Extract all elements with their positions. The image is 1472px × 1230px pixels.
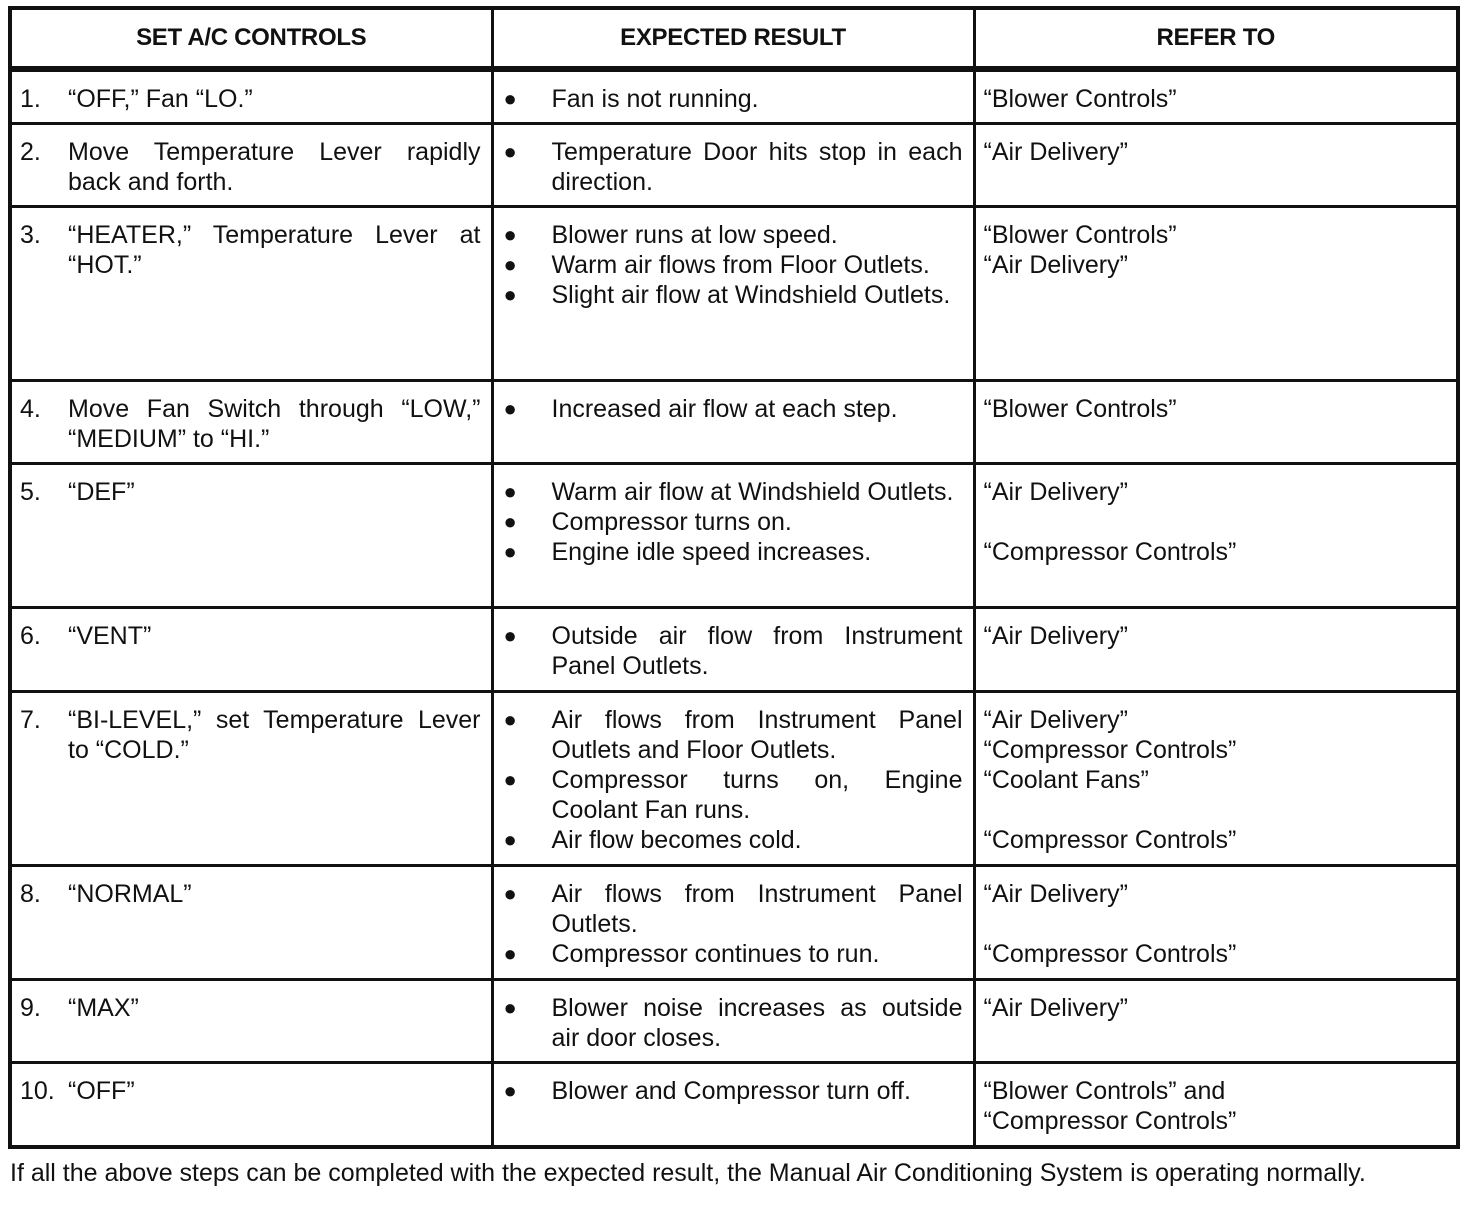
- control-cell: [10, 464, 492, 608]
- bullet-icon: ●: [503, 1078, 517, 1103]
- reference-link-text: “Compressor Controls”: [983, 940, 1237, 968]
- refer-to-cell: [974, 69, 1458, 124]
- bullet-icon: ●: [503, 282, 517, 307]
- result-item: [502, 220, 963, 250]
- reference-link-text: “Air Delivery”: [983, 622, 1128, 650]
- bullet-icon: ●: [503, 623, 517, 648]
- result-text: Increased air flow at each step.: [551, 395, 898, 423]
- result-item: [502, 280, 963, 310]
- result-cell: [492, 980, 974, 1063]
- table-row: [10, 381, 1458, 464]
- control-cell: [10, 207, 492, 381]
- control-setting: Move Fan Switch through “LOW,” “MEDIUM” to “HI.”: [68, 395, 481, 453]
- result-text: Blower runs at low speed.: [551, 221, 838, 249]
- bullet-icon: ●: [503, 222, 517, 247]
- bullet-icon: ●: [503, 707, 517, 732]
- table-row: [10, 207, 1458, 381]
- bullet-icon: ●: [503, 539, 517, 564]
- result-item: [502, 621, 963, 681]
- footnote: If all the above steps can be completed with the expected result, the Manual Air Conditioning System is operating normally.: [10, 1159, 1366, 1187]
- table-row: [10, 608, 1458, 692]
- reference-link-text: “Blower Controls”: [983, 221, 1177, 249]
- control-setting: “BI-LEVEL,” set Temperature Lever to “COLD.”: [68, 706, 481, 764]
- step-number: 6.: [20, 622, 41, 650]
- step-number: 10.: [20, 1077, 55, 1105]
- reference-link-text: “Air Delivery”: [983, 251, 1128, 279]
- refer-to-cell: [974, 608, 1458, 692]
- reference-link-text: “Air Delivery”: [983, 880, 1128, 908]
- bullet-icon: ●: [503, 479, 517, 504]
- result-text: Air flows from Instrument Panel Outlets and Floor Outlets.: [551, 706, 963, 764]
- reference-link-text: “Blower Controls”: [983, 395, 1177, 423]
- result-item: [502, 250, 963, 280]
- control-setting: “HEATER,” Temperature Lever at “HOT.”: [68, 221, 481, 279]
- refer-to-cell: [974, 207, 1458, 381]
- result-item: [502, 705, 963, 765]
- result-text: Outside air flow from Instrument Panel Outlets.: [551, 622, 963, 680]
- result-text: Warm air flows from Floor Outlets.: [551, 251, 930, 279]
- result-text: Compressor turns on.: [551, 508, 792, 536]
- control-cell: [10, 692, 492, 866]
- table-body: [10, 69, 1458, 1147]
- table-row: [10, 69, 1458, 124]
- bullet-icon: ●: [503, 767, 517, 792]
- bullet-icon: ●: [503, 941, 517, 966]
- result-item: [502, 137, 963, 197]
- result-text: Air flows from Instrument Panel Outlets.: [551, 880, 963, 938]
- result-item: [502, 1076, 963, 1106]
- step-number: 8.: [20, 880, 41, 908]
- refer-to-cell: [974, 124, 1458, 207]
- result-cell: [492, 124, 974, 207]
- table-row: [10, 980, 1458, 1063]
- table-row: [10, 692, 1458, 866]
- result-cell: [492, 866, 974, 980]
- bullet-icon: ●: [503, 139, 517, 164]
- result-item: [502, 939, 963, 969]
- result-cell: [492, 381, 974, 464]
- reference-link-text: “Compressor Controls”: [983, 538, 1237, 566]
- result-item: [502, 765, 963, 825]
- control-cell: [10, 381, 492, 464]
- control-setting: “DEF”: [68, 478, 135, 506]
- step-number: 7.: [20, 706, 41, 734]
- result-item: [502, 825, 963, 855]
- table-header-row: [10, 8, 1458, 69]
- result-text: Slight air flow at Windshield Outlets.: [551, 281, 951, 309]
- refer-to-cell: [974, 980, 1458, 1063]
- step-number: 2.: [20, 138, 41, 166]
- result-text: Engine idle speed increases.: [551, 538, 872, 566]
- refer-to-cell: [974, 692, 1458, 866]
- step-number: 9.: [20, 994, 41, 1022]
- ac-diagnosis-table: [8, 6, 1460, 1149]
- bullet-icon: ●: [503, 396, 517, 421]
- control-setting: “NORMAL”: [68, 880, 192, 908]
- table-row: [10, 1063, 1458, 1147]
- reference-link-text: “Air Delivery”: [983, 994, 1128, 1022]
- control-cell: [10, 980, 492, 1063]
- step-number: 5.: [20, 478, 41, 506]
- refer-to-cell: [974, 381, 1458, 464]
- control-setting: “OFF”: [68, 1077, 135, 1105]
- refer-to-cell: [974, 1063, 1458, 1147]
- control-setting: “OFF,” Fan “LO.”: [68, 85, 253, 113]
- reference-link-text: “Compressor Controls”: [983, 826, 1237, 854]
- result-item: [502, 84, 963, 114]
- result-text: Warm air flow at Windshield Outlets.: [551, 478, 954, 506]
- result-item: [502, 394, 963, 424]
- result-item: [502, 993, 963, 1053]
- reference-link-text: “Air Delivery”: [983, 478, 1128, 506]
- refer-to-cell: [974, 866, 1458, 980]
- control-setting: Move Temperature Lever rapidly back and forth.: [68, 138, 481, 196]
- reference-link-text: “Air Delivery”: [983, 706, 1128, 734]
- control-setting: “VENT”: [68, 622, 152, 650]
- bullet-icon: ●: [503, 995, 517, 1020]
- header-set-ac-controls: SET A/C CONTROLS: [10, 8, 492, 69]
- step-number: 3.: [20, 221, 41, 249]
- reference-link-text: “Coolant Fans”: [983, 766, 1149, 794]
- result-text: Compressor continues to run.: [551, 940, 880, 968]
- result-item: [502, 537, 963, 567]
- control-cell: [10, 1063, 492, 1147]
- result-text: Air flow becomes cold.: [551, 826, 802, 854]
- result-cell: [492, 207, 974, 381]
- result-text: Fan is not running.: [551, 85, 759, 113]
- header-expected-result: EXPECTED RESULT: [492, 8, 974, 69]
- result-item: [502, 477, 963, 507]
- reference-link-text: “Blower Controls” and: [983, 1077, 1226, 1105]
- refer-to-cell: [974, 464, 1458, 608]
- result-text: Compressor turns on, Engine Coolant Fan runs.: [551, 766, 963, 824]
- result-cell: [492, 692, 974, 866]
- reference-link-text: “Air Delivery”: [983, 138, 1128, 166]
- table-row: [10, 866, 1458, 980]
- bullet-icon: ●: [503, 86, 517, 111]
- result-text: Blower and Compressor turn off.: [551, 1077, 911, 1105]
- result-item: [502, 507, 963, 537]
- result-text: Temperature Door hits stop in each direction.: [551, 138, 963, 196]
- control-cell: [10, 124, 492, 207]
- result-text: Blower noise increases as outside air door closes.: [551, 994, 963, 1052]
- reference-link-text: “Blower Controls”: [983, 85, 1177, 113]
- reference-link-text: “Compressor Controls”: [983, 736, 1237, 764]
- result-cell: [492, 1063, 974, 1147]
- result-item: [502, 879, 963, 939]
- header-refer-to: REFER TO: [974, 8, 1458, 69]
- table-row: [10, 464, 1458, 608]
- table-row: [10, 124, 1458, 207]
- bullet-icon: ●: [503, 252, 517, 277]
- control-setting: “MAX”: [68, 994, 139, 1022]
- result-cell: [492, 69, 974, 124]
- step-number: 4.: [20, 395, 41, 423]
- control-cell: [10, 866, 492, 980]
- step-number: 1.: [20, 85, 41, 113]
- bullet-icon: ●: [503, 881, 517, 906]
- control-cell: [10, 608, 492, 692]
- reference-link-text: “Compressor Controls”: [983, 1107, 1237, 1135]
- bullet-icon: ●: [503, 827, 517, 852]
- result-cell: [492, 608, 974, 692]
- bullet-icon: ●: [503, 509, 517, 534]
- result-cell: [492, 464, 974, 608]
- control-cell: [10, 69, 492, 124]
